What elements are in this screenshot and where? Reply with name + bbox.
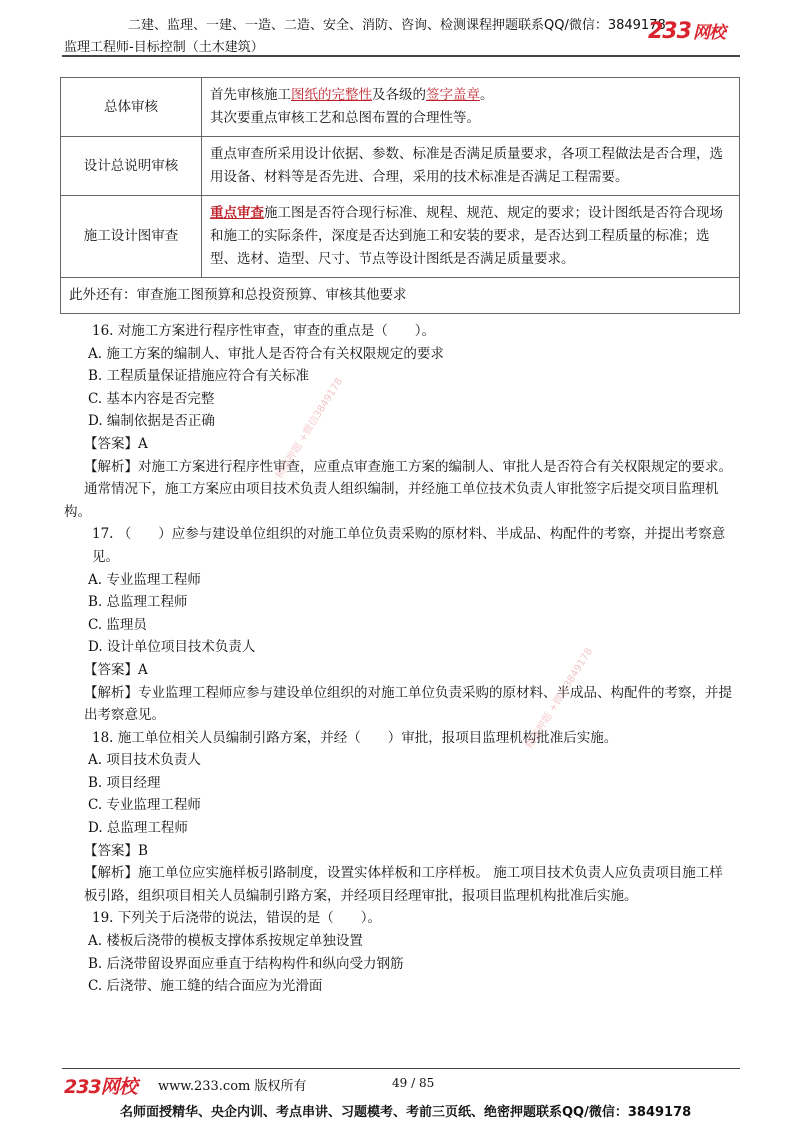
highlight-text: 重点审查 bbox=[210, 205, 264, 221]
table-row-label: 施工设计图审查 bbox=[61, 196, 202, 278]
question-option: B. 工程质量保证措施应符合有关标准 bbox=[88, 368, 310, 385]
brand-logo: 233 网校 bbox=[648, 19, 725, 44]
header-contact-line: 二建、监理、一建、一造、二造、安全、消防、咨询、检测课程押题联系QQ/微信：3849178 bbox=[128, 18, 666, 33]
table-footer-row bbox=[61, 278, 740, 314]
question-option: A. 施工方案的编制人、审批人是否符合有关权限规定的要求 bbox=[88, 345, 444, 362]
question-stem: 17. （ ）应参与建设单位组织的对施工单位负责采购的原材料、半成品、构配件的考察，并提出考察意见。 bbox=[92, 526, 726, 565]
question-stem: 18. 施工单位相关人员编制引路方案，并经（ ）审批，报项目监理机构批准后实施。 bbox=[92, 729, 618, 746]
footer-copyright: www.233.com 版权所有 bbox=[158, 1079, 307, 1094]
answer-label: 【答案】A bbox=[84, 435, 148, 452]
question-option: D. 编制依据是否正确 bbox=[88, 413, 215, 430]
analysis-text: 【解析】施工单位应实施样板引路制度，设置实体样板和工序样板。 施工项目技术负责人应负责项目施工样板引路，组织项目相关人员编制引路方案，并经项目经理审批，报项目监理机构批准后实施。 bbox=[84, 865, 723, 904]
table-footer-note: 此外还有：审查施工图预算和总投资预算、审核其他要求 bbox=[61, 278, 740, 314]
document-subtitle: 监理工程师-目标控制（土木建筑） bbox=[64, 40, 264, 55]
table-row-label: 设计总说明审核 bbox=[61, 137, 202, 196]
highlight-text: 图纸的完整性 bbox=[291, 87, 372, 103]
question-option: C. 后浇带、施工缝的结合面应为光滑面 bbox=[88, 978, 323, 995]
question-option: A. 楼板后浇带的模板支撑体系按规定单独设置 bbox=[88, 933, 363, 950]
analysis-text: 【解析】专业监理工程师应参与建设单位组织的对施工单位负责采购的原材料、半成品、构配件的考察，并提出考察意见。 bbox=[84, 684, 732, 724]
answer-label: 【答案】A bbox=[84, 661, 148, 678]
table-row bbox=[61, 137, 740, 196]
table-row bbox=[61, 78, 740, 137]
question-option: B. 总监理工程师 bbox=[88, 594, 188, 611]
highlight-text: 签字盖章 bbox=[426, 87, 480, 103]
watermark-text: 精准押题 +微信3849178 bbox=[524, 646, 596, 751]
watermark-text: 精准押题 +微信3849178 bbox=[274, 376, 346, 481]
page-number: 49 / 85 bbox=[392, 1076, 435, 1090]
table-row-content: 重点审查施工图是否符合现行标准、规程、规范、规定的要求；设计图纸是否符合现场和施工的实际条件，深度是否达到施工和安装的要求，是否达到工程质量的标准；选型、选材、造型、尺寸、节点等设计图纸是否满足质量要求。 bbox=[202, 196, 740, 278]
question-option: B. 项目经理 bbox=[88, 774, 161, 791]
table-row-label: 总体审核 bbox=[61, 78, 202, 137]
question-stem: 19. 下列关于后浇带的说法，错误的是（ ）。 bbox=[92, 910, 382, 927]
header-divider bbox=[62, 55, 740, 57]
questions-section bbox=[64, 320, 736, 998]
table-row bbox=[61, 196, 740, 278]
question-option: A. 项目技术负责人 bbox=[88, 752, 201, 769]
analysis-text: 【解析】对施工方案进行程序性审查，应重点审查施工方案的编制人、审批人是否符合有关权限规定的要求。 bbox=[84, 458, 732, 475]
table-row-content: 首先审核施工图纸的完整性及各级的签字盖章。 其次要重点审核工艺和总图布置的合理性等。 bbox=[202, 78, 740, 137]
footer-divider bbox=[62, 1068, 740, 1069]
footer-logo: 233网校 bbox=[64, 1076, 137, 1098]
question-option: D. 设计单位项目技术负责人 bbox=[88, 639, 256, 656]
question-option: C. 监理员 bbox=[88, 616, 147, 633]
review-table bbox=[60, 77, 740, 314]
question-option: A. 专业监理工程师 bbox=[88, 571, 201, 588]
question-option: C. 专业监理工程师 bbox=[88, 797, 201, 814]
question-option: C. 基本内容是否完整 bbox=[88, 390, 215, 407]
answer-label: 【答案】B bbox=[84, 842, 148, 859]
question-option: D. 总监理工程师 bbox=[88, 820, 188, 837]
footer-contact-line: 名师面授精华、央企内训、考点串讲、习题模考、考前三页纸、绝密押题联系QQ/微信：3849178 bbox=[120, 1105, 692, 1120]
table-row-content: 重点审查所采用设计依据、参数、标准是否满足质量要求，各项工程做法是否合理，选用设备、材料等是否先进、合理，采用的技术标准是否满足工程需要。 bbox=[202, 137, 740, 196]
analysis-text: 通常情况下，施工方案应由项目技术负责人组织编制，并经施工单位技术负责人审批签字后提交项目监理机构。 bbox=[64, 481, 719, 520]
question-stem: 16. 对施工方案进行程序性审查，审查的重点是（ ）。 bbox=[92, 323, 436, 339]
question-option: B. 后浇带留设界面应垂直于结构构件和纵向受力钢筋 bbox=[88, 955, 404, 972]
